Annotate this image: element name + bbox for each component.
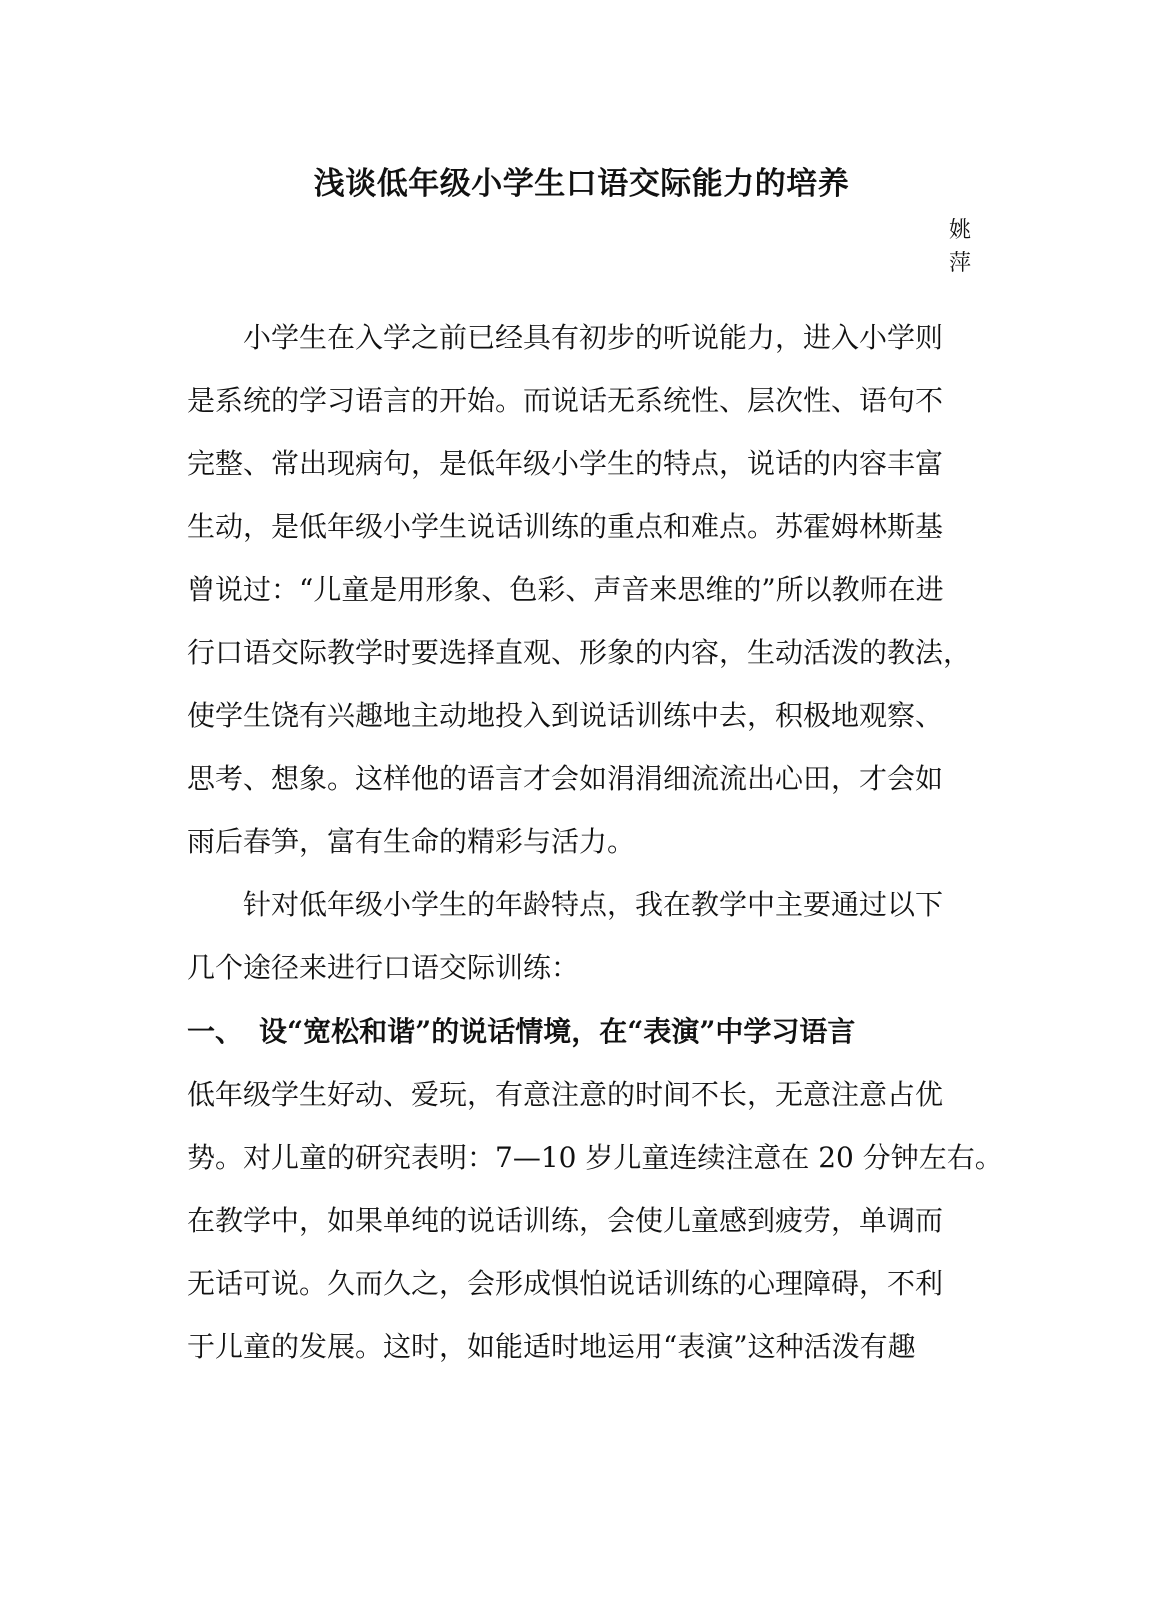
paragraph-1-line-5: 曾说过：“儿童是用形象、色彩、声音来思维的”所以教师在进: [187, 573, 944, 606]
section-1-number: 一、: [187, 1015, 244, 1048]
paragraph-3-line-3: 在教学中，如果单纯的说话训练，会使儿童感到疲劳，单调而: [187, 1204, 944, 1237]
paragraph-3-line-4: 无话可说。久而久之，会形成惧怕说话训练的心理障碍，不利: [187, 1267, 944, 1300]
paragraph-1-line-3: 完整、常出现病句，是低年级小学生的特点，说话的内容丰富: [187, 447, 944, 480]
author-char-1: 姚: [949, 218, 972, 243]
paragraph-1-line-8: 思考、想象。这样他的语言才会如涓涓细流流出心田，才会如: [187, 762, 944, 795]
paragraph-3-line-5: 于儿童的发展。这时，如能适时地运用“表演”这种活泼有趣: [187, 1330, 916, 1363]
paragraph-3-line-1: 低年级学生好动、爱玩，有意注意的时间不长，无意注意占优: [187, 1078, 944, 1111]
paragraph-1-line-4: 生动，是低年级小学生说话训练的重点和难点。苏霍姆林斯基: [187, 510, 944, 543]
section-1-heading-text: 设“宽松和谐”的说话情境，在“表演”中学习语言: [259, 1015, 856, 1048]
paragraph-1-line-6: 行口语交际教学时要选择直观、形象的内容，生动活泼的教法，: [187, 636, 972, 669]
author-name: [949, 214, 989, 280]
paragraph-3-line-2: 势。对儿童的研究表明：7—10 岁儿童连续注意在 20 分钟左右。: [187, 1141, 1003, 1174]
paragraph-1-line-2: 是系统的学习语言的开始。而说话无系统性、层次性、语句不: [187, 384, 944, 417]
paragraph-1-line-1: 小学生在入学之前已经具有初步的听说能力，进入小学则: [243, 321, 944, 354]
paragraph-1-line-9: 雨后春笋，富有生命的精彩与活力。: [187, 825, 636, 858]
section-1-heading: [187, 1012, 967, 1052]
author-char-2: 萍: [949, 251, 972, 276]
paragraph-2-line-1: 针对低年级小学生的年龄特点，我在教学中主要通过以下: [243, 888, 944, 921]
paragraph-1-line-7: 使学生饶有兴趣地主动地投入到说话训练中去，积极地观察、: [187, 699, 944, 732]
document-title: 浅谈低年级小学生口语交际能力的培养: [313, 166, 850, 202]
paragraph-2-line-2: 几个途径来进行口语交际训练：: [187, 951, 580, 984]
